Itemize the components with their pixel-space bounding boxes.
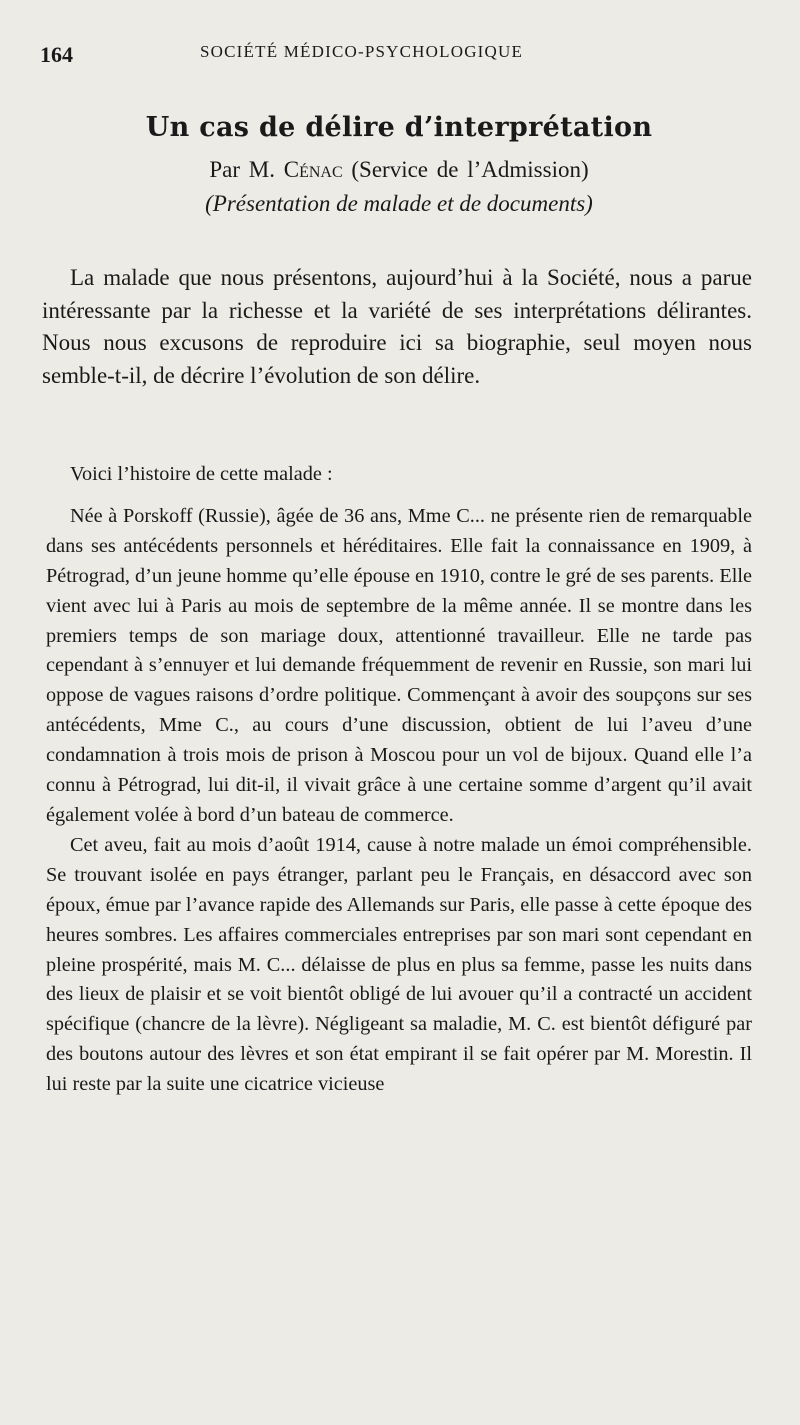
author-prefix: Par M. [209, 157, 275, 182]
paragraph-biography: Née à Porskoff (Russie), âgée de 36 ans, Mme C... ne présente rien de remarquable dans ses antécédents personnels et héréditaires. Elle fait la connaissance en 1909, à Pétrograd, d’un jeune homme qu’elle épouse en 1910, contre le gré de ses parents. Elle vient avec lui à Paris au mois de septembre de la même année. Il se montre dans les premiers temps de son mariage doux, attentionné travailleur. Elle ne tarde pas cependant à s’ennuyer et lui demande fréquemment de revenir en Russie, son mari lui oppose de vagues raisons d’ordre politique. Commençant à avoir des soupçons sur ses antécédents, Mme C., au cours d’une discussion, obtient de lui l’aveu d’une condamnation à trois mois de prison à Moscou pour un vol de bijoux. Quand elle l’a connu à Pétrograd, lui dit-il, il vivait grâce à une certaine somme d’argent qu’il avait également volée à bord d’un bateau de commerce. [46, 504, 752, 826]
presentation-note: (Présentation de malade et de documents) [205, 191, 593, 216]
lead-sentence: Voici l’histoire de cette malade : [70, 463, 333, 485]
intro-paragraph: La malade que nous présentons, aujourd’hui à la Société, nous a parue intéressante par la richesse et la variété de ses interprétations délirantes. Nous nous excusons de reproduire ici sa biographie, seul moyen nous semble-t-il, de décrire l’évolution de son délire. [42, 265, 752, 388]
article-title: Un cas de délire d’interprétation [145, 112, 653, 143]
body-text [46, 460, 752, 1100]
article-heading [46, 112, 752, 217]
page-number: 164 [40, 42, 73, 67]
author-line [46, 157, 752, 183]
running-title: SOCIÉTÉ MÉDICO-PSYCHOLOGIQUE [200, 42, 524, 61]
paragraph-confession: Cet aveu, fait au mois d’août 1914, cause à notre malade un émoi compréhensible. Se trouvant isolée en pays étranger, parlant peu le Français, en désaccord avec son époux, émue par l’avance rapide des Allemands sur Paris, elle passe à cette époque des heures sombres. Les affaires commerciales entreprises par son mari sont cependant en pleine prospérité, mais M. C... délaisse de plus en plus sa femme, passe les nuits dans des lieux de plaisir et se voit bientôt obligé de lui avouer qu’il a contracté un accident spécifique (chancre de la lèvre). Négligeant sa maladie, M. C. est bientôt défiguré par des boutons autour des lèvres et son état empirant il se fait opérer par M. Morestin. Il lui reste par la suite une cicatrice vicieuse [46, 833, 752, 1096]
running-head [40, 38, 752, 72]
author-name: Cénac [283, 157, 343, 182]
author-affiliation: (Service de l’Admission) [351, 157, 589, 182]
